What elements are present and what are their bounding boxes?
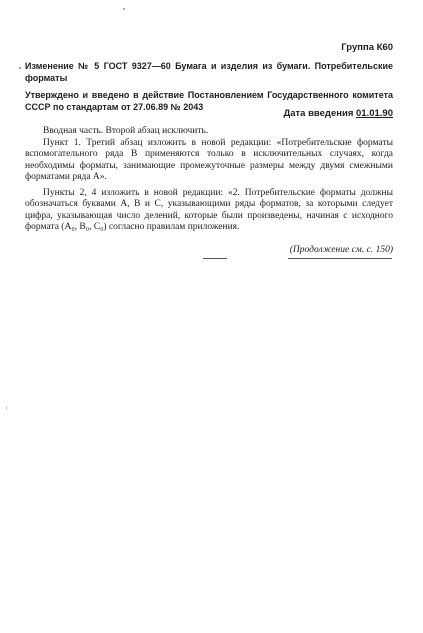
scan-speck — [123, 8, 125, 10]
paragraph-intro: Вводная часть. Второй абзац исключить. — [43, 126, 209, 136]
introduction-date-value: 01.01.90 — [356, 108, 393, 119]
amendment-body — [25, 126, 393, 234]
amendment-title: Изменение № 5 ГОСТ 9327—60 Бумага и изделия из бумаги. Потребительские форматы — [25, 61, 393, 83]
scan-speck — [6, 407, 7, 409]
paragraph-item-1: Пункт 1. Третий абзац изложить в новой редакции: «Потребительские форматы вспомогательного ряда В применяются только в исключительных случаях, когда необходимы форматы, занимающие промежуточные размеры между двумя смежными форматами ряда А». — [25, 137, 393, 182]
introduction-date-label: Дата введения — [283, 108, 354, 119]
paragraph-items-2-4: Пункты 2, 4 изложить в новой редакции: «2. Потребительские форматы должны обозначаться буквами А, В и С, указывающими ряды форматов, за которыми следует цифра, указывающая число делений, которые были произведены, начиная с исходного формата (A₀, B₀, C₀) согласно правилам приложения. — [25, 187, 393, 232]
group-code: Группа К60 — [341, 42, 393, 53]
divider-long — [288, 258, 392, 259]
approval-statement: Утверждено и введено в действие Постановлением Государственного комитета СССР по стандартам от 27.06.89 № 2043 — [25, 90, 393, 112]
divider-short — [203, 258, 227, 259]
scan-speck — [19, 67, 21, 69]
continuation-note: (Продолжение см. с. 150) — [289, 245, 393, 255]
introduction-date — [283, 108, 393, 119]
